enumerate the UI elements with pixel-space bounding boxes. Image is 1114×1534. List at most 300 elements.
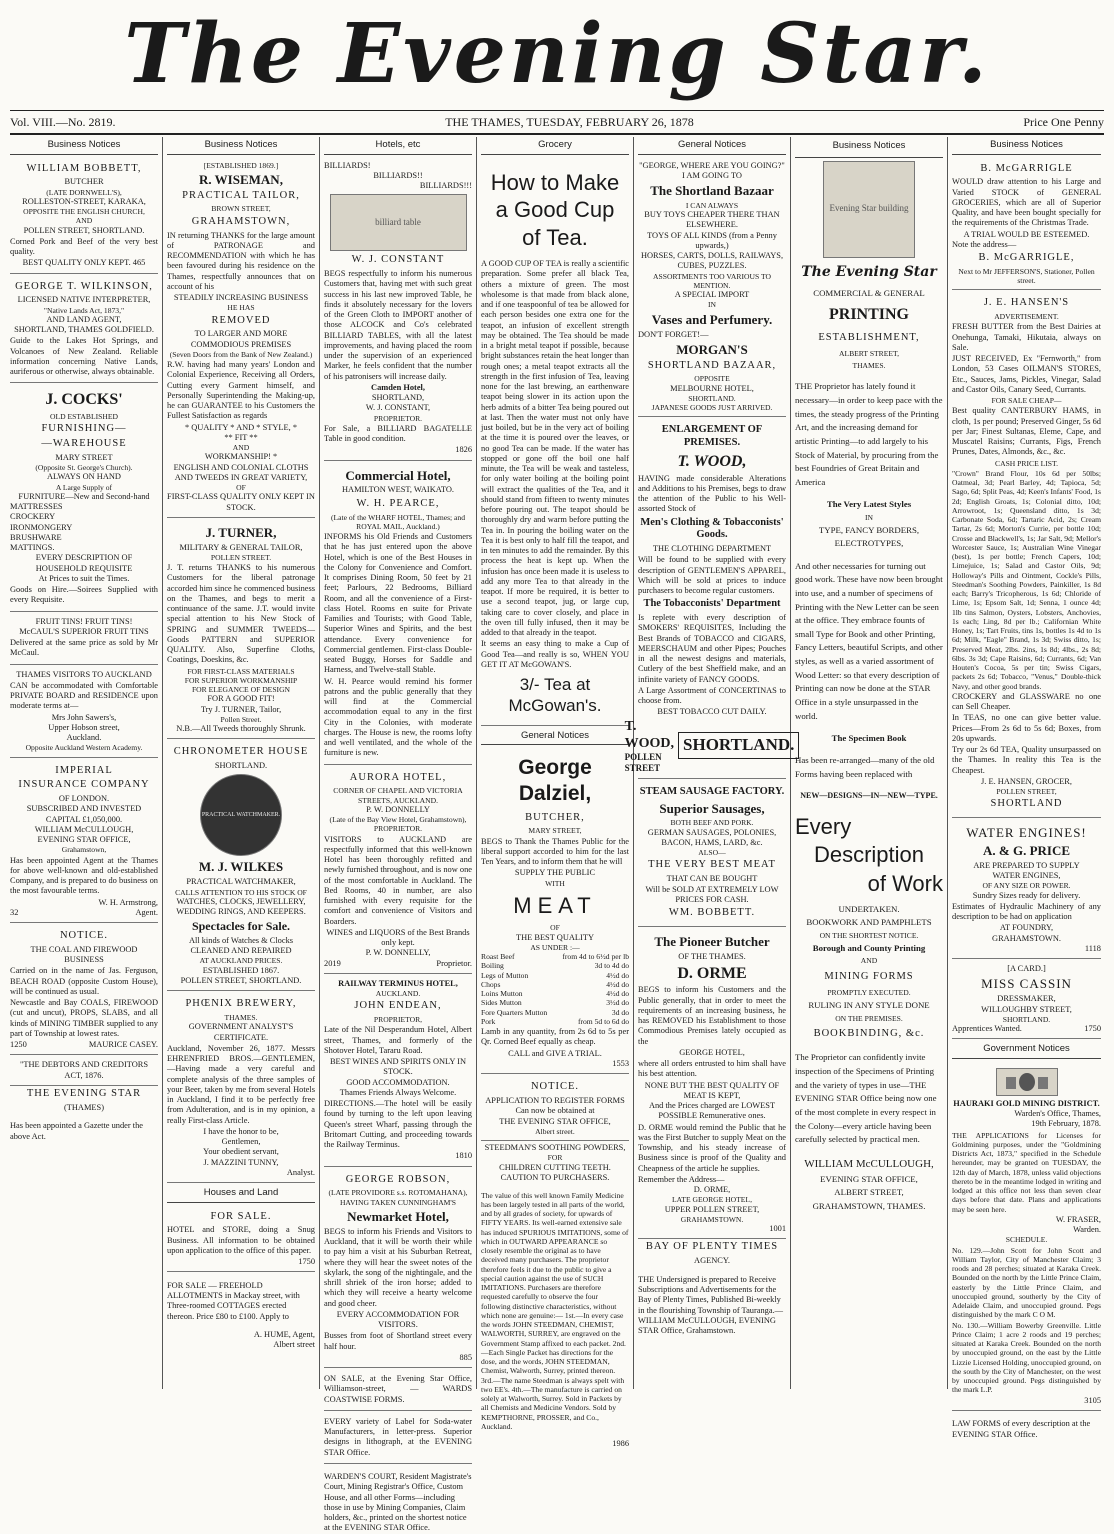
column-1	[6, 137, 163, 1389]
ad-name: M. J. WILKES	[198, 859, 284, 875]
ad-line: WORKMANSHIP! *	[204, 452, 278, 462]
ad-line: LICENSED NATIVE INTERPRETER,	[17, 295, 151, 305]
ad-body: WOULD draw attention to his Large and Varied STOCK of GENERAL GROCERIES, which are all of Superior Quality, and have been bought specially for the requirements of the Christmas Trade.	[952, 177, 1101, 228]
ad-line: Upper Hobson street,	[48, 722, 120, 732]
meat-price-row	[481, 1017, 629, 1026]
ad-line: OF THE THAMES.	[678, 951, 746, 961]
ad-number: 465	[132, 258, 146, 268]
ad-line: MELBOURNE HOTEL,	[670, 383, 754, 393]
ad-line: B. McGARRIGLE,	[978, 252, 1075, 264]
ad-line: CALLS ATTENTION TO HIS STOCK OF	[175, 887, 307, 897]
ad-body: Has been re-arranged—many of the old Forms having been replaced with	[795, 755, 935, 779]
rule-top	[10, 110, 1104, 111]
ad-line: GRAHAMSTOWN,	[191, 215, 291, 227]
ad-line: WINES and LIQUORS of the Best Brands only kept.	[326, 927, 470, 948]
ad-line: SHORTLAND.	[688, 393, 736, 403]
column-heading: Business Notices	[795, 137, 943, 158]
ad-wards-forms	[324, 1370, 472, 1411]
building-illustration: Evening Star building	[823, 161, 915, 258]
ad-body: Best quality CANTERBURY HAMS, in cloth, 1s per pound; Preserved Ginger, 5s 6d per Jar; Finest Sultanas, Eleme, Cape, and Muscatel Raisins; Currants, Figs, French Prunes, Dates, Almonds, &c., &c.	[952, 406, 1101, 457]
ad-line: SHORTLAND, THAMES GOLDFIELD.	[14, 325, 154, 335]
ad-line: CLEANED AND REPAIRED	[190, 946, 292, 956]
ad-name: MISS CASSIN	[981, 976, 1072, 992]
ad-body: INFORMS his Old Friends and Customers that he has just entered upon the above Hotel, which is one of the Best Houses in the Colony for Convenience and Comfort. It comprises Dining Room, 50 feet by 21 feet; Parlours, 22 Bedrooms, Billiard Room, and all the convenience of a First-class Hotel. Rooms en suite for Private Families and Tourists; with Good Table, Superior Wines and Spirits, and the best attendance. Every convenience for Commercial gentlemen. First-class Double-seated Buggy, Horses for Saddle and Harness, and Twelve-stall Stable.	[324, 532, 472, 675]
ad-line: BROWN STREET,	[211, 204, 271, 214]
meat-price-row	[481, 952, 629, 961]
column-4	[477, 137, 634, 1448]
ad-line: POLLEN STREET, SHORTLAND.	[23, 225, 145, 235]
column-heading: Government Notices	[952, 1041, 1101, 1059]
ad-line: Men's Clothing & Tobacconists' Goods.	[640, 516, 784, 541]
ad-line: THAT CAN BE BOUGHT	[666, 874, 758, 884]
ad-body: THE APPLICATIONS for Licenses for Goldmining purposes, under the "Goldmining Districts Act, 1873," specified in the Schedule hereunder, may be granted on TUESDAY, the 12th day of March, 1878, unless valid objections thereto be in the meantime lodged in writing and lodged at this office not less than seven clear days before that date. Plans and applications may be seen here.	[952, 1130, 1101, 1214]
ad-number: 885	[459, 1352, 472, 1362]
ad-title: PRINTING	[828, 306, 909, 324]
ad-line: A SPECIAL IMPORT	[674, 290, 750, 300]
ad-line: ON THE SHORTEST NOTICE.	[819, 930, 919, 940]
ad-name: J. E. HANSEN'S	[983, 297, 1070, 309]
ad-name: AURORA HOTEL,	[349, 771, 447, 783]
ad-body: FOR SALE — FREEHOLD ALLOTMENTS in Mackay street, with Three-roomed COTTAGES erected thereon. Price £80 to £100. Apply to	[167, 1280, 300, 1321]
ad-line: BRUSHWARE	[10, 532, 62, 542]
rule-bottom	[10, 133, 1104, 135]
ad-line: Will be SOLD AT EXTREMELY LOW PRICES FOR CASH.	[645, 884, 779, 904]
ad-line: COMMERCIAL & GENERAL	[813, 288, 925, 299]
ad-body: THE Proprietor has lately found it necessary—in order to keep pace with the times, the steady progress of the Printing Art, and the increasing demand for artistic Printing—to add largely to his Stock of Material, by procuring from the best Foundries of Great Britain and America	[795, 381, 943, 487]
ad-line: CHRONOMETER HOUSE	[173, 746, 309, 758]
ad-line: Can now be obtained at	[515, 1106, 595, 1116]
meat-price: 3d do	[611, 1007, 629, 1017]
ad-line: CHILDREN CUTTING TEETH.	[499, 1162, 611, 1172]
ad-line: MINING FORMS	[824, 971, 914, 982]
ad-name: T. WOOD,	[677, 453, 747, 471]
ad-line: The Tobacconists' Department	[643, 598, 781, 610]
ad-line: AS UNDER :—	[530, 942, 580, 952]
ad-register-forms	[481, 1076, 629, 1141]
ad-imperial-insurance	[10, 760, 158, 924]
ad-dalziel-butcher	[481, 748, 629, 1074]
ad-line: BOOKBINDING, &c.	[813, 1028, 925, 1040]
ad-name: A. & G. PRICE	[982, 843, 1071, 859]
ad-line: LATE GEORGE HOTEL,	[672, 1195, 752, 1205]
ad-line: PROPRIETOR,	[373, 1015, 423, 1025]
ad-line: POLLEN STREET.	[210, 552, 272, 562]
ad-wilkinson	[10, 276, 158, 384]
ad-line: Auckland.	[66, 733, 102, 743]
ad-line: P. W. DONNELLY	[366, 804, 430, 814]
ad-name: RAILWAY TERMINUS HOTEL,	[338, 978, 458, 988]
royal-arms-icon	[996, 1068, 1058, 1096]
ad-billiards	[324, 158, 472, 461]
ad-body: Late of the Nil Desperandum Hotel, Albert street, Thames, and formerly of the Shotover Hotel, Tararu Road.	[324, 1025, 472, 1055]
ad-line: ON THE PREMISES.	[835, 1013, 903, 1023]
ad-line: UPPER POLLEN STREET,	[664, 1204, 760, 1214]
ad-body: Lamb in any quantity, from 2s 6d to 5s per Qr. Corned Beef equally as cheap.	[481, 1027, 629, 1047]
ad-line: (LATE PROVIDORE s.s. ROTOMAHANA),	[328, 1188, 468, 1198]
ad-line: IN	[864, 512, 873, 522]
meat-price-row	[481, 961, 629, 970]
meat-price-table	[481, 952, 629, 1026]
ad-line: I AM GOING TO	[682, 170, 742, 180]
ad-line: MATTRESSES	[10, 502, 63, 512]
ad-line: GERMAN SAUSAGES, POLONIES,	[647, 827, 777, 837]
ad-line: BILLIARDS!!!	[419, 181, 472, 191]
ad-chronometer-house	[167, 741, 315, 991]
ad-body: BEGS to inform his Customers and the Public generally, that in order to meet the requirements of an increasing business, he has REMOVED his Establishment to those Commodious Premises lately occupied as the	[638, 985, 786, 1046]
ad-line: RULING IN ANY STYLE DONE	[808, 1000, 930, 1011]
ad-t-wood	[624, 419, 795, 778]
ad-line: DRESSMAKER,	[997, 994, 1056, 1004]
meat-price: 4½d do	[606, 989, 629, 999]
ad-line: POLLEN STREET,	[996, 787, 1057, 797]
ad-signature: MAURICE CASEY.	[88, 1040, 158, 1050]
ad-line: HAVING TAKEN CUNNINGHAM'S	[339, 1197, 457, 1207]
ad-body: JUST RECEIVED, Ex "Fernworth," from London, 53 Cases OILMAN'S STORES, Etc., Sauces, Jams, Pickles, Vinegar, Salad and Castor Oils, Canary Seed, Currants.	[952, 354, 1101, 394]
ad-line: BILLIARDS!!	[373, 170, 423, 180]
ad-line: MATTINGS.	[10, 543, 55, 553]
ad-line: PROPRIETOR.	[373, 824, 423, 834]
clock-icon: PRACTICAL WATCHMAKER.	[200, 774, 282, 856]
ad-hauraki-gold-mining	[952, 1062, 1101, 1411]
ad-mcgarrigle	[952, 158, 1101, 291]
ad-body: CROCKERY and GLASSWARE no one can Sell Cheaper.	[952, 691, 1101, 712]
ad-labels	[324, 1413, 472, 1464]
ad-body: IN returning THANKS for the large amount of PATRONAGE and RECOMMENDATION with which he has been favoured during his residence on the Thames, respectfully announces that on account of his	[167, 230, 315, 291]
ad-line: GEORGE HOTEL,	[679, 1047, 745, 1057]
ad-line: OF LONDON.	[58, 794, 110, 804]
ad-line: * QUALITY * AND * STYLE, *	[184, 422, 298, 432]
ad-line: FURNISHING—	[41, 423, 127, 435]
ad-line: ESTABLISHED 1867.	[202, 965, 280, 975]
ad-line: AT AUCKLAND PRICES.	[199, 956, 283, 966]
ad-miss-cassin	[952, 961, 1101, 1039]
ad-number: 1750	[298, 1257, 315, 1267]
ad-body: No. 129.—John Scott for John Scott and William Taylor, City of Manchester Claim; 3 roods and 28 perches; situated at Karaka Creek. Bounded on the north by the Little Prince Claim, easterly by the Little Prince Claim, and unoccupied ground, southerly by the City of Adelaide Claim, and unoccupied ground. Pegs distinguished by the mark C O M.	[952, 1245, 1101, 1320]
ad-line: AUCKLAND.	[375, 989, 421, 999]
meat-cut: Fore Quarters Mutton	[481, 1007, 548, 1017]
ad-body: WARDEN'S COURT, Resident Magistrate's Court, Mining Registrar's Office, Custom House, and all other Forms—including those in use by Mining Companies, Claim holders, &c., printed on the shortest notice at the EVENING STAR Office.	[324, 1472, 472, 1533]
ad-number: 1826	[455, 445, 472, 455]
ad-body: Has been appointed Agent at the Thames for above well-known and old-established Company, and is prepared to do business on the most favourable terms.	[10, 855, 158, 896]
ad-line: TO LARGER AND MORE COMMODIOUS PREMISES	[190, 329, 292, 349]
ad-line: Thames Friends Always Welcome.	[339, 1087, 457, 1097]
ad-body: In TEAS, no one can give better value. Prices—From 2s 6d to 5s 6d; Boxes, from 20s upwards.	[952, 713, 1101, 743]
ad-good-cup-of-tea	[481, 158, 629, 726]
ad-line: SCHEDULE.	[1005, 1235, 1048, 1245]
ad-line: N.B.—All Tweeds thoroughly Shrunk.	[176, 724, 306, 734]
ad-line: WATCHES, CLOCKS, JEWELLERY, WEDDING RINGS, AND KEEPERS.	[176, 896, 306, 917]
ad-line: SHORTLAND BAZAAR,	[647, 359, 777, 371]
ad-line: AND	[75, 216, 93, 226]
ad-line: AND	[232, 443, 250, 453]
column-6	[791, 137, 948, 1389]
ad-line: Warden's Office, Thames,	[1014, 1109, 1101, 1119]
ad-line: BACON, HAMS, LARD, &c.	[661, 837, 763, 847]
meat-price-row	[481, 980, 629, 989]
ad-line: D. ORME,	[693, 1185, 731, 1195]
ad-line: TYPE, FANCY BORDERS,	[818, 524, 920, 535]
ad-body: Has been appointed a Gazette under the above Act.	[10, 1121, 144, 1141]
column-7	[948, 137, 1105, 1439]
ad-line: ** FIT **	[224, 432, 258, 442]
ad-line: BAY OF PLENTY TIMES	[645, 1241, 779, 1253]
ad-line: Grahamstown,	[61, 845, 107, 855]
ad-line: Analyst.	[286, 1167, 315, 1177]
ad-phoenix-brewery	[167, 993, 315, 1183]
ad-line: Remember the Address—	[638, 1174, 725, 1184]
ad-line: Opposite Auckland Western Academy.	[25, 743, 143, 753]
ad-body: BEGS to Thank the Thames Public for the liberal support accorded to him for the last Ten Years, and to inform them that he will	[481, 836, 629, 867]
ad-line: The Very Latest Styles	[826, 499, 912, 510]
ad-name: Commercial Hotel,	[345, 467, 451, 483]
ad-line: Your obedient servant,	[203, 1147, 279, 1157]
ad-line: J. MAZZINI TUNNY,	[203, 1157, 279, 1167]
ad-title: The Evening Star	[801, 263, 937, 280]
ad-line: I CAN ALWAYS	[685, 200, 739, 210]
ad-title: Superior Sausages,	[659, 800, 765, 816]
ad-line: CAUTION TO PURCHASERS.	[500, 1172, 610, 1182]
ad-line: UNDERTAKEN.	[838, 903, 900, 914]
ad-body: For Sale, a BILLIARD BAGATELLE Table in good condition.	[324, 423, 472, 444]
meat-price-row	[481, 971, 629, 980]
ad-line: A TRIAL WOULD BE ESTEEMED.	[963, 229, 1090, 239]
ad-line: EVENING STAR OFFICE,	[820, 1173, 918, 1184]
ad-line: ASSORTMENTS TOO VARIOUS TO MENTION.	[653, 271, 771, 290]
ad-line: NONE BUT THE BEST QUALITY OF MEAT IS KEPT,	[644, 1080, 780, 1100]
ad-line: Try J. TURNER, Tailor,	[200, 704, 282, 714]
ad-body: CAN be accommodated with Comfortable PRIVATE BOARD and RESIDENCE upon moderate terms at—	[10, 680, 158, 711]
ad-line: PHŒNIX BREWERY,	[185, 998, 297, 1010]
ad-signature: W. H. Armstrong,	[98, 897, 158, 907]
ad-line: THE CLOTHING DEPARTMENT	[652, 544, 772, 554]
ad-number: 1001	[769, 1224, 786, 1234]
ad-line: IMPERIAL	[55, 764, 113, 776]
ad-line: ESTABLISHMENT,	[818, 331, 920, 343]
ad-line: AT FOUNDRY,	[999, 923, 1054, 933]
meat-price: 3d to 4d do	[594, 961, 629, 971]
ad-line: SHORTLAND.	[678, 732, 799, 759]
ad-line: ADVERTISEMENT.	[994, 312, 1059, 322]
ad-title: 3/- Tea at McGowan's.	[508, 675, 602, 716]
ad-line: FOR	[547, 1153, 563, 1163]
ad-fruit-tins	[10, 614, 158, 665]
ad-line: AND	[860, 956, 878, 966]
ad-line: OPPOSITE THE ENGLISH CHURCH,	[23, 207, 145, 217]
ad-body: FRESH BUTTER from the Best Dairies at Onehunga, Tamaki, Hikutaia, always on Sale.	[952, 322, 1101, 352]
ad-line: AND LAND AGENT,	[46, 314, 122, 324]
ad-line: GOOD ACCOMMODATION.	[346, 1077, 450, 1087]
ad-line: Sundry Sizes ready for delivery.	[972, 890, 1081, 900]
ad-line: Mrs John Sawers's,	[51, 712, 117, 722]
ad-line: Camden Hotel,	[371, 382, 425, 392]
ad-line: POLLEN STREET, SHORTLAND.	[180, 975, 302, 985]
ad-line: ACT, 1876.	[64, 1070, 104, 1080]
ad-line: STEEDMAN'S SOOTHING POWDERS,	[484, 1143, 626, 1152]
ad-line: HAURAKI GOLD MINING DISTRICT.	[953, 1098, 1100, 1108]
ad-line: MARY STREET	[55, 452, 113, 462]
ad-name: R. WISEMAN,	[199, 171, 283, 187]
price: Price One Penny	[1023, 114, 1104, 129]
meat-price: 3½d do	[606, 998, 629, 1008]
ad-line: T. WOOD,	[624, 718, 675, 751]
ad-line: ALSO—	[698, 848, 726, 858]
ad-line: DON'T FORGET!—	[638, 329, 709, 339]
ad-number: 2019	[324, 958, 341, 968]
column-heading: General Notices	[638, 137, 786, 155]
ad-body: Guide to the Lakes Hot Springs, and Volcanoes of New Zealand. Reliable information concerning Native Lands, auriferous or otherwise, always obtainable.	[10, 336, 158, 377]
column-2	[163, 137, 320, 1389]
ad-line: BOOKWORK AND PAMPHLETS	[806, 917, 932, 928]
ad-line: The Specimen Book	[831, 732, 907, 743]
ad-line: Warden.	[1073, 1225, 1101, 1235]
column-heading: Hotels, etc	[324, 137, 472, 155]
ad-line: ELECTROTYPES,	[834, 538, 904, 549]
ad-coal-notice	[10, 925, 158, 1055]
ad-body: R.W. having had many years' London and Colonial Experience, Receiving all Orders, Cutting every Garment himself, and Personally Superintending the Making-up, he can GUARANTEE to his Customers the Fullest Satisfaction as regards	[167, 360, 315, 421]
ad-name: George Dalziel,	[518, 756, 592, 806]
ad-body: BEGS to inform his Friends and Visitors to Auckland, that it will be worth their while to pay him a visit at his Suburban Retreat, where they will hear the sweet notes of the skylark, the song of the nightingale, and the shrill shriek of the iron horse; added to which they will receive a hearty welcome and good cheer.	[324, 1226, 472, 1308]
ad-number: 32	[10, 907, 19, 917]
ad-line: FOR ELEGANCE OF DESIGN	[191, 685, 291, 695]
ad-body: Corned Pork and Beef of the very best quality.	[10, 236, 158, 257]
ad-for-sale-hotel	[167, 1206, 315, 1273]
ad-line: At Prices to suit the Times.	[38, 573, 130, 583]
ad-line: EVERY DESCRIPTION OF HOUSEHOLD REQUISITE	[35, 553, 133, 573]
ad-number: 1250	[10, 1040, 27, 1050]
ad-line: A Large Supply of	[55, 482, 113, 492]
ad-line: STEADILY INCREASING BUSINESS	[173, 293, 309, 303]
ad-line: ENLARGEMENT OF PREMISES.	[661, 424, 763, 449]
column-5	[624, 137, 795, 1389]
ad-turner	[167, 520, 315, 740]
ad-body: Newcastle and Bay COALS, FIREWOOD (cut and uncut), PROPS, SLABS, and all kinds of MINING TIMBER supplied to any part of Township at lowest rates.	[10, 998, 158, 1038]
ad-bobbett	[10, 158, 158, 274]
ad-commercial-hotel	[324, 463, 472, 765]
ad-line: (Late of the Bay View Hotel, Grahamstown),	[329, 815, 467, 825]
ad-body: Delivered at the same price as sold by Mr McCaul.	[10, 638, 158, 658]
ad-line: FOR FIRST-CLASS MATERIALS	[187, 666, 295, 676]
ad-line: (Seven Doors from the Bank of New Zealand.)	[169, 349, 313, 359]
ad-line: J. E. HANSEN, GROCER,	[981, 776, 1072, 786]
ad-line: Newmarket Hotel,	[347, 1208, 449, 1224]
ad-line: All kinds of Watches & Clocks	[188, 935, 294, 945]
ad-line: OLD ESTABLISHED	[50, 411, 118, 421]
ad-line: I have the honor to be,	[203, 1126, 279, 1136]
ad-line: SHORTLAND	[990, 798, 1063, 810]
ad-law-forms	[952, 1419, 1101, 1440]
ad-line: JAPANESE GOODS JUST ARRIVED.	[651, 403, 773, 413]
ad-line: NOTICE.	[530, 1081, 580, 1093]
ad-line: IN	[707, 300, 716, 310]
ad-line: P. W. DONNELLY,	[365, 948, 431, 958]
ad-number: 1553	[612, 1058, 629, 1068]
ad-title: a Good Cup	[495, 197, 615, 223]
ad-line: GRAHAMSTOWN, THAMES.	[812, 1200, 926, 1211]
meat-cut: Chops	[481, 979, 501, 989]
ad-line: FOR SALE.	[210, 1210, 272, 1222]
ad-bay-of-plenty-times	[638, 1241, 786, 1336]
ad-line: EVERY ACCOMMODATION FOR VISITORS.	[336, 1309, 460, 1330]
ad-line: TOYS OF ALL KINDS (from a Penny upwards,)	[647, 230, 777, 250]
ad-line: THE COAL AND FIREWOOD BUSINESS	[30, 944, 138, 965]
ad-body: Busses from foot of Shortland street every half hour.	[324, 1331, 472, 1351]
ad-line: INSURANCE COMPANY	[18, 779, 150, 791]
billiard-table-illustration: billiard table	[330, 194, 467, 251]
ad-body: The Proprietor can confidently invite inspection of the Specimens of Printing and the variety of types in use—THE EVENING STAR Office being now one of the most complete in every respect in the Colony—every article having been carefully selected by practical men.	[795, 1052, 937, 1145]
ad-line: STEAM SAUSAGE FACTORY.	[639, 785, 785, 797]
ad-line: "GEORGE, WHERE ARE YOU GOING?"	[639, 160, 785, 170]
ad-line: And the Prices charged are LOWEST POSSIBLE Remunerative ones.	[648, 1101, 776, 1121]
ad-title: MORGAN'S	[676, 341, 748, 357]
ad-line: SUPPLY THE PUBLIC	[514, 868, 596, 878]
meat-price-row	[481, 989, 629, 998]
ad-line: Next to Mr JEFFERSON'S, Stationer, Pollen street.	[958, 266, 1095, 286]
ad-body: And other necessaries for turning out good work. These have now been brought into use, and a number of specimens of Printing with the New Letter can be seen at the office. They embrace founts of small Type for Book and other Printing, Fancy Letters, beautiful Scripts, and other styles, as well as a varied assortment of Wood Letter: so that every description of Printing can now be done at the STAR Office in a style unsurpassed in the world.	[795, 560, 943, 721]
ad-line: PRACTICAL TAILOR,	[182, 189, 300, 201]
ad-body: It seems an easy thing to make a Cup of Good Tea—and really is so, WHEN YOU GET IT AT McGOWAN'S.	[481, 639, 629, 669]
ad-line: BEST TOBACCO CUT DAILY.	[657, 707, 767, 717]
ad-line: W. J. CONSTANT,	[365, 403, 431, 413]
ad-title: Every	[795, 813, 852, 839]
ad-name: J. COCKS'	[45, 391, 123, 409]
t-wood-signature	[624, 718, 795, 774]
ad-line: FRUIT TINS! FRUIT TINS!	[35, 616, 133, 626]
ad-water-engines	[952, 820, 1101, 959]
column-3	[320, 137, 477, 1533]
ad-line: CASH PRICE LIST.	[995, 458, 1058, 468]
ad-line: HAMILTON WEST, WAIKATO.	[342, 485, 454, 495]
ad-body: EVERY variety of Label for Soda-water Manufacturers, in letter-press. Superior designs in lithograph, at the EVENING STAR Office.	[324, 1416, 472, 1457]
ad-line: THAMES.	[224, 1013, 258, 1023]
ad-line: GRAHAMSTOWN.	[992, 933, 1061, 943]
ad-line: MILITARY & GENERAL TAILOR,	[179, 542, 303, 552]
ad-line: SUBSCRIBED AND INVESTED	[26, 804, 142, 814]
ad-body: D. ORME would remind the Public that he was the First Butcher to supply Meat on the Township, and his steady increase of Business since is proof of the Quality and Cheapness of the article he supplies.	[638, 1122, 786, 1173]
ad-line: (LATE DORNWELL'S),	[46, 187, 122, 197]
ad-title: Vases and Perfumery.	[651, 311, 773, 327]
ad-line: PROMPTLY EXECUTED.	[827, 988, 911, 998]
ad-body: A GOOD CUP OF TEA is really a scientific preparation. Some prefer all black Tea, others a mixture of green. The most wholesome is that made from black alone, and if one teaspoonful of tea be allowed for each person besides one extra one for the teapot, an infusion of excellent strength may be obtained. The Tea should be made in a bright metal teapot if possible, because bright substances retain the heat longer than rough ones; a metal teapot extracts all the strength in the first infusion of Tea, leaving none for the last brewing, an earthenware teapot being slower in its action upon the herb admits of a bitter Tea being poured out at last. Then the water must not only have just boiled, but be in the very act of boiling at the time it is poured over the leaves, or no good Tea can be made. If the water has stopped or gone off the boil one half minute, the Tea will be weak and tasteless, for only water boiling at the boiling point will extract the qualities of the Tea, and it should stand from fifteen to twenty minutes before pouring out. The teapot should be thoroughly dry and warm before putting the Tea in. In pouring the boiling water on the Tea it is best only to half fill the teapot, and in ten minutes to add the remainder. By this process the heat is kept up. When the infusion has once been made it is useless to add any more Tea to that already in the teapot. If more be required, it is better to use a second teapot, jug, or large cup, taking care to cover closely, and place in the oven till fully infused, then it may be added to that already in the teapot.	[481, 259, 629, 638]
ad-title: The Pioneer Butcher	[654, 933, 770, 949]
ad-line: BEST WINES AND SPIRITS ONLY IN STOCK.	[329, 1057, 467, 1077]
columns	[6, 137, 1108, 1533]
ad-body: VISITORS to AUCKLAND are respectfully informed that this well-known Hotel has been thoroughly refitted and newly furnished throughout, and is now one of the most comfortable in Auckland. The Bed Rooms, 40 in number, are also furnished with every requisite for the comfort and convenience of Visitors and Boarders.	[324, 834, 472, 926]
meat-cut: Loins Mutton	[481, 989, 523, 999]
ad-thames-visitors	[10, 667, 158, 758]
ad-line: CAPITAL £1,050,000.	[45, 814, 123, 824]
ad-line: "Native Lands Act, 1873,"	[43, 305, 125, 315]
meat-price-row	[481, 1008, 629, 1017]
masthead	[0, 0, 1114, 108]
meat-price: from 5d to 6d do	[577, 1016, 629, 1026]
meat-price: 4½d do	[606, 970, 629, 980]
ad-line: Spectacles for Sale.	[191, 919, 291, 934]
ad-line: MARY STREET,	[528, 826, 582, 836]
ad-body: DIRECTIONS.—The hotel will be easily found by turning to the left upon leaving Queen's street Wharf, passing through the Britomart Cutting, and proceeding towards the Railway Terminus.	[324, 1099, 472, 1150]
ad-line: Albert street.	[535, 1126, 575, 1136]
ad-body: Auckland, November 26, 1877. Messrs EHRENFRIED BROS.—GENTLEMEN,—Having made a very careful and complete analysis of the three samples of your Beer, taken by me from several Hotels in Auckland, I find it to be perfectly free from Adulteration, and is in my opinion, a really First-class Article.	[167, 1043, 315, 1125]
dateline	[10, 113, 1104, 131]
ad-newmarket-hotel	[324, 1169, 472, 1368]
ad-body: "Crown" Brand Flour, 10s 6d per 50lbs; Oatmeal, 3d; Pearl Barley, 4d; Tapioca, 5d; Sago, 6d; Split Peas, 4d; Keen's Infants' Food, 1s 2d; English Groats, 1s; Colonial ditto, 10d; Arrowroot, 1s; Queensland ditto, 1s 3d; Carbonate Soda, 6d; Tartaric Acid, 2s; Cream Tartar, 2s 6d; Morton's Currie, per bottle 10d; Crosse and Blackwell's, 1s; Jar Salt, 9d; Mellor's Worcester Sauce, 1s; Australian Wine Vinegar (best), 1s per bottle; French Capers, 10d; Limejuice, 1s; Salad and Castor Oils, 9d; Holloway's Pills and Ointment, Cockle's Pills, Steedman's Soothing Powders, Painkiller, 1s 8d each; Barry's Tricopherous, 1s 6d; Chloride of Lime, 1s; Epsom Salt, 1d; Senna, 1 ounce 4d; 1lb tins Salmon, Oysters, Lobsters, Anchovies, 1s each; Ling, 8d per lb.; Californian White Honey, 1s; Tart Fruits, tins 1s, bottles 1s 4d to 1s 6d; Milk, "Eagle" Brand, 1s 3d; Swiss ditto, 1s; Preserved Meat, 2lbs. 2ins, 1s 8d; 4lbs., 2s 8d; 6lbs. 3s 3d; Cape Raisins, 6d; Currants, 6d; Van Houten's Cocoa, 5s per tin; Swiss Cigars, packets 2s 6d; Tobacco, "Venus," Double-thick Navy, and other good brands.	[952, 468, 1101, 691]
ad-title: How to Make	[490, 169, 620, 195]
ad-for-sale-allotments	[167, 1281, 315, 1351]
ad-number: 1118	[1084, 943, 1101, 953]
ad-body: Goods on Hire.—Soirees Supplied with every Requisite.	[10, 585, 158, 605]
ad-number: 1810	[455, 1151, 472, 1161]
ad-body: The value of this well known Family Medicine has been largely tested in all parts of the world, and by all grades of society, for upwards of FIFTY YEARS. Its well-earned extensive sale has induced SPURIOUS IMITATIONS, some of which in OUTWARD APPEARANCE so closely resemble the original as to have deceived many purchasers. The proprietor therefore feels it due to the public to give a special caution against the use of SUCH IMITATIONS. Purchasers are therefore requested carefully to observe the four following distinctive characteristics, without which none are genuine:— 1st.—In every case the words JOHN STEEDMAN, CHEMIST, WALWORTH, SURREY, are engraved on the Government Stamp affixed to each packet. 2nd.—Each Single Packet has directions for the dose, and the words, JOHN STEEDMAN, Chemist, Walworth, Surrey, printed thereon. 3rd.—The name Steedman is always spelt with two EE's. 4th.—The manufacture is carried on solely at Walworth, Surrey. Sold in Packets by all Chemists and Medicine Vendors. Sold by KEMPTHORNE, PROSSER, and Co., Auckland.	[481, 1190, 629, 1431]
ad-line: WILLOUGHBY STREET,	[981, 1004, 1072, 1014]
